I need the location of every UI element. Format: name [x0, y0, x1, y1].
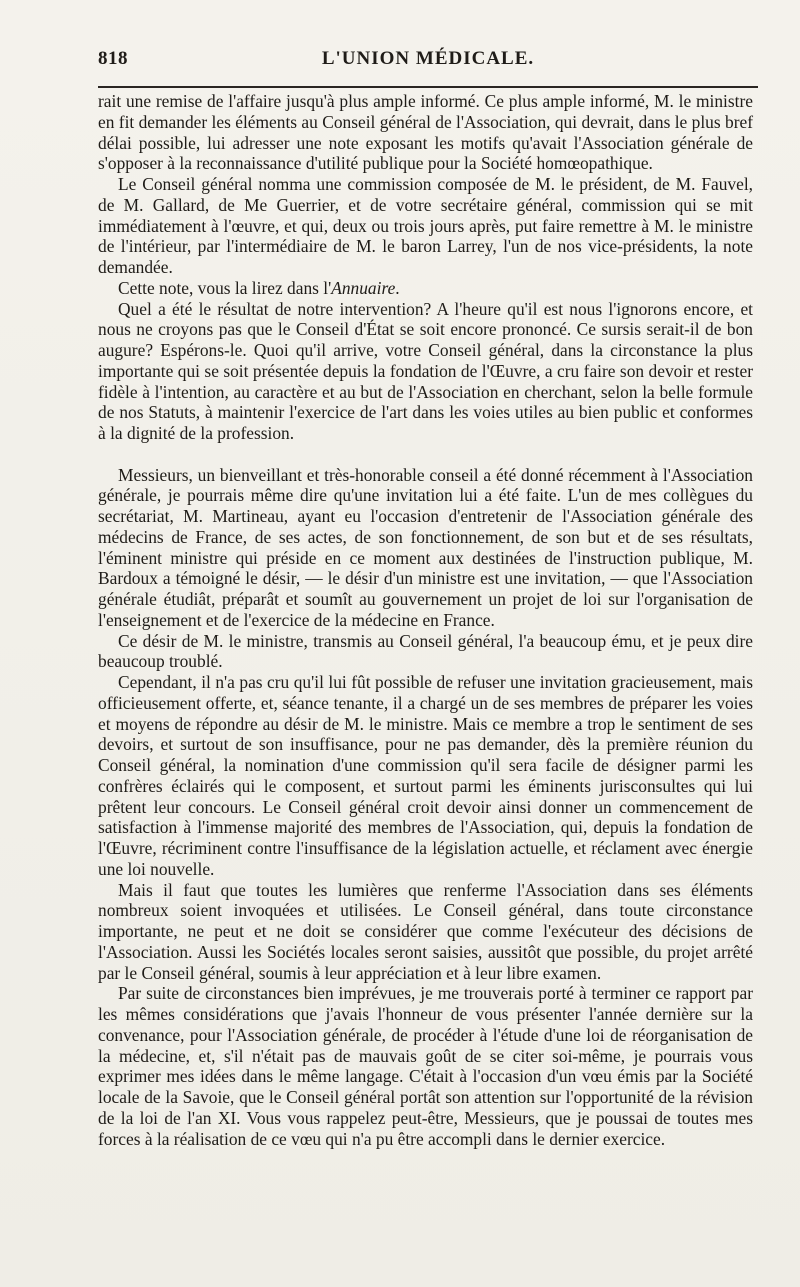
page-header: [98, 44, 758, 78]
paragraph-3: [98, 278, 753, 299]
body-text: [98, 91, 753, 1149]
paragraph-3-end: .: [395, 277, 400, 298]
paragraph-3-text: Cette note, vous la lirez dans l': [118, 277, 332, 298]
running-title: L'UNION MÉDICALE.: [321, 48, 535, 69]
paragraph-7: Cependant, il n'a pas cru qu'il lui fût possible de refuser une invitation gracieusement, mais officieusement offerte, et, séance tenante, il a chargé un de ses membres de préparer les voies et moyens de répondre au désir de M. le ministre. Mais ce membre a trop le sentiment de ses devoirs, et surtout de son insuffisance, pour ne pas demander, dès la première réunion du Conseil général, la nomination d'une commission qu'il sera facile de désigner parmi les confrères éclairés qui le composent, et surtout parmi les éminents jurisconsultes qui lui prêtent leur concours. Le Conseil général croit devoir ainsi donner un commencement de satisfaction à l'immense majorité des membres de l'Association, qui, depuis la fondation de l'Œuvre, récriminent contre l'insuffisance de la législation actuelle, et réclament avec énergie une loi nouvelle.: [98, 672, 753, 879]
paragraph-5: Messieurs, un bienveillant et très-honorable conseil a été donné récemment à l'Association générale, je pourrais même dire qu'une invitation lui a été faite. L'un de mes collègues du secrétariat, M. Martineau, ayant eu l'occasion d'entretenir de l'Association générale des médecins de France, de ses actes, de son fonctionnement, de son but et de ses résultats, l'éminent ministre qui préside en ce moment aux destinées de l'instruction publique, M. Bardoux a témoigné le désir, — le désir d'un ministre est une invitation, — que l'Association générale étudiât, préparât et soumît au gouvernement un projet de loi sur l'organisation de l'enseignement et de l'exercice de la médecine en France.: [98, 464, 753, 630]
annuaire-title: Annuaire: [331, 277, 396, 298]
header-rule: [98, 86, 758, 88]
paragraph-8: Mais il faut que toutes les lumières que renferme l'Association dans ses éléments nombreux soient invoquées et utilisées. Le Conseil général, dans toute circonstance importante, ne peut et ne doit se considérer que comme l'exécuteur des décisions de l'Association. Aussi les Sociétés locales seront saisies, aussitôt que possible, du projet arrêté par le Conseil général, soumis à leur appréciation et à leur libre examen.: [98, 879, 753, 983]
paragraph-2: Le Conseil général nomma une commission composée de M. le président, de M. Fauvel, de M. Gallard, de Me Guerrier, et de votre secrétaire général, commission qui se mit immédiatement à l'œuvre, et qui, deux ou trois jours après, put faire remettre à M. le ministre de l'intérieur, par l'intermédiaire de M. le baron Larrey, l'un de nos vice-présidents, la note demandée.: [98, 174, 753, 277]
paragraph-4: Quel a été le résultat de notre intervention? A l'heure qu'il est nous l'ignorons encore, et nous ne croyons pas que le Conseil d'État se soit encore prononcé. Ce sursis serait-il de bon augure? Espérons-le. Quoi qu'il arrive, votre Conseil général, dans la circonstance la plus importante qui se soit présentée depuis la fondation de l'Œuvre, a cru faire son devoir et rester fidèle à l'intention, au caractère et au but de l'Association en cherchant, selon la belle formule de nos Statuts, à maintenir l'exercice de l'art dans les voies utiles au bien public et conformes à la dignité de la profession.: [98, 298, 753, 443]
page-number: 818: [98, 48, 128, 69]
paragraph-1: rait une remise de l'affaire jusqu'à plus ample informé. Ce plus ample informé, M. le ministre en fit demander les éléments au Conseil général de l'Association, qui devrait, dans le plus bref délai possible, lui adresser une note exposant les motifs qu'avait l'Association générale de s'opposer à la reconnaissance d'utilité publique pour la Société homœopathique.: [98, 91, 753, 174]
paragraph-6: Ce désir de M. le ministre, transmis au Conseil général, l'a beaucoup ému, et je peux dire beaucoup troublé.: [98, 630, 753, 672]
paragraph-9: Par suite de circonstances bien imprévues, je me trouverais porté à terminer ce rapport par les mêmes considérations que j'avais l'honneur de vous présenter l'année dernière sur la convenance, pour l'Association générale, de procéder à l'étude d'une loi de réorganisation de la médecine, et, s'il n'était pas de mauvais goût de se citer soi-même, je pourrais vous exprimer mes idées dans le même langage. C'était à l'occasion d'un vœu émis par la Société locale de la Savoie, que le Conseil général portât son attention sur l'opportunité de la révision de la loi de l'an XI. Vous vous rappelez peut-être, Messieurs, que je poussai de toutes mes forces à la réalisation de ce vœu qui n'a pu être accompli dans le dernier exercice.: [98, 983, 753, 1149]
